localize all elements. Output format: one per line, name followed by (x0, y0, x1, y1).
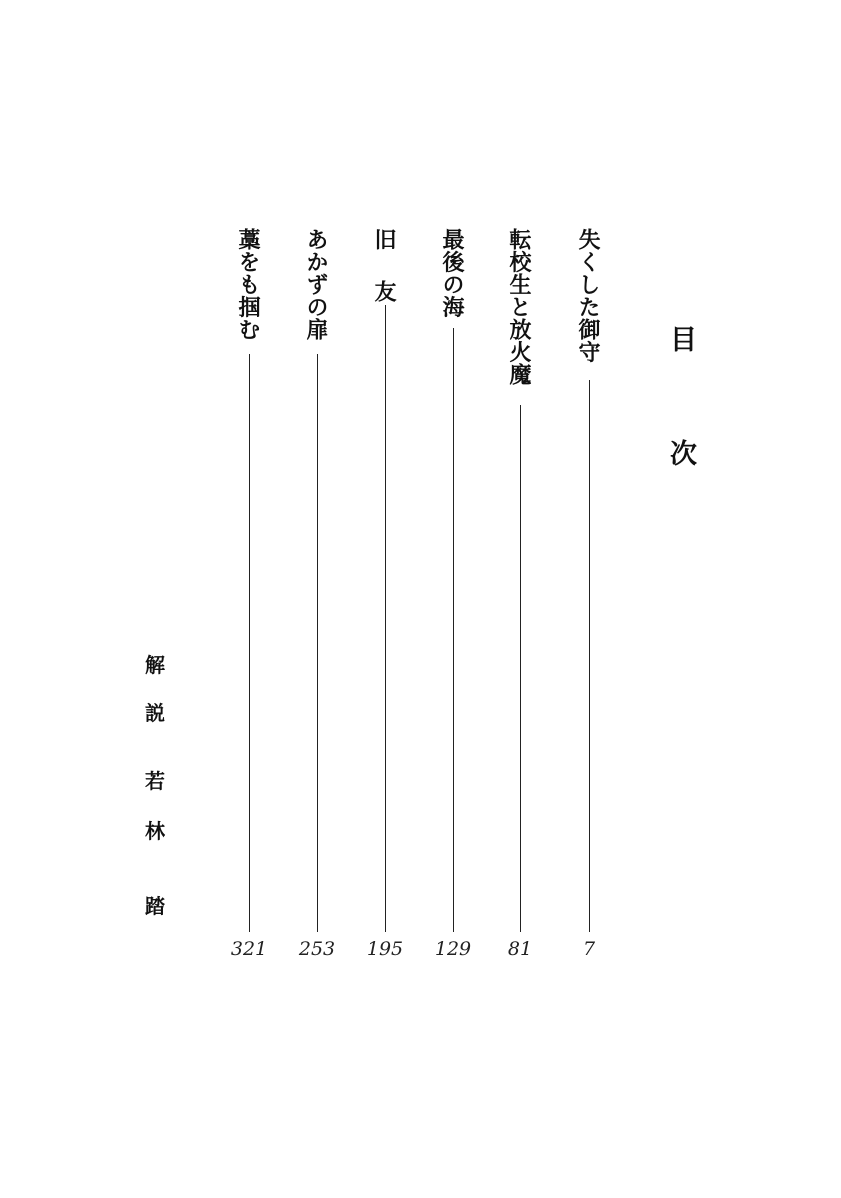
toc-entry-page-number: 253 (298, 938, 336, 960)
toc-entry-title: 藁をも掴む (235, 228, 261, 341)
commentary-label-char-2: 説 (145, 701, 165, 725)
toc-heading-char-1: 目 (670, 325, 697, 356)
commentary-label-char-1: 解 (145, 653, 165, 677)
toc-entry-page-number: 81 (507, 938, 533, 960)
commentary-author-char-3: 踏 (145, 894, 165, 918)
toc-entry-title: 最後の海 (439, 228, 465, 318)
toc-leader-line (589, 380, 590, 932)
toc-leader-line (385, 305, 386, 932)
toc-leader-line (520, 405, 521, 932)
toc-entry-page-number: 195 (366, 938, 404, 960)
toc-entry-title: 転校生と放火魔 (506, 228, 532, 386)
toc-leader-line (317, 354, 318, 932)
toc-entry-title: あかずの扉 (303, 228, 329, 341)
toc-heading-char-2: 次 (670, 439, 697, 470)
toc-entry-page-number: 7 (582, 938, 596, 960)
commentary-author-char-1: 若 (145, 769, 165, 793)
commentary-entry[interactable] (140, 650, 170, 930)
toc-leader-line (249, 354, 250, 932)
toc-entry-title: 旧 友 (371, 228, 397, 306)
toc-leader-line (453, 328, 454, 932)
toc-entry-page-number: 321 (230, 938, 268, 960)
toc-entry-page-number: 129 (434, 938, 472, 960)
toc-entry-title: 失くした御守 (575, 228, 601, 363)
commentary-author-char-2: 林 (145, 819, 165, 843)
